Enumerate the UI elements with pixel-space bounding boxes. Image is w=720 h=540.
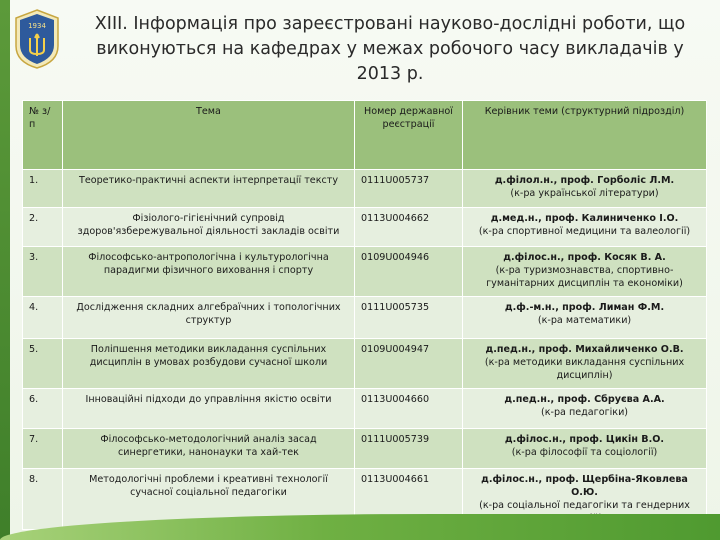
row-number: 5. [23,339,63,389]
row-number: 7. [23,429,63,469]
row-topic: Дослідження складних алгебраїчних і топологічних структур [63,297,355,339]
row-supervisor [463,208,707,247]
table-row [23,339,707,389]
row-registration: 0109U004947 [355,339,463,389]
row-supervisor [463,429,707,469]
supervisor-department: (к-ра спортивної медицини та валеології) [478,226,691,237]
row-topic: Філософсько-методологічний аналіз засад синергетики, нанонауки та хай-тек [63,429,355,469]
table-row [23,429,707,469]
header-supervisor: Керівник теми (структурний підрозділ) [463,101,707,170]
supervisor-department: (к-ра методики викладання суспільних дисциплін) [484,357,685,381]
row-number: 3. [23,247,63,297]
header-number: № з/п [23,101,63,170]
supervisor-department: (к-ра математики) [537,315,632,326]
supervisor-name: д.пед.н., проф. Михайличенко О.В. [485,344,684,355]
row-number: 4. [23,297,63,339]
row-number: 8. [23,469,63,530]
supervisor-department: (к-ра педагогіки) [540,407,629,418]
row-supervisor [463,339,707,389]
logo-year: 1934 [28,22,46,30]
page-title: XIII. Інформація про зареєстровані науково-дослідні роботи, що виконуються на кафедрах у межах робочого часу викладачів у 2013 р. [94,14,686,84]
row-registration: 0113U004662 [355,208,463,247]
row-registration: 0113U004660 [355,389,463,429]
row-registration: 0109U004946 [355,247,463,297]
supervisor-name: д.пед.н., проф. Сбруєва А.А. [504,394,665,405]
row-topic: Теоретико-практичні аспекти інтерпретації тексту [63,170,355,208]
row-supervisor [463,389,707,429]
supervisor-name: д.філос.н., проф. Косяк В. А. [503,252,666,263]
row-supervisor [463,247,707,297]
research-table [22,100,707,530]
supervisor-name: д.ф.-м.н., проф. Лиман Ф.М. [504,302,665,313]
row-number: 1. [23,170,63,208]
supervisor-name: д.мед.н., проф. Калиниченко І.О. [490,213,679,224]
table-header-row [23,101,707,170]
row-topic: Інноваційні підходи до управління якістю освіти [63,389,355,429]
row-topic: Фізіолого-гігієнічний супровід здоров'язбережувальної діяльності закладів освіти [63,208,355,247]
supervisor-name: д.філол.н., проф. Горболіс Л.М. [494,175,675,186]
row-supervisor [463,170,707,208]
research-table-container [22,100,706,530]
header-registration: Номер державної реєстрації [355,101,463,170]
row-registration: 0111U005739 [355,429,463,469]
supervisor-department: (к-ра філософії та соціології) [511,447,658,458]
supervisor-department: (к-ра української літератури) [510,188,659,199]
university-logo [14,8,60,70]
row-topic: Методологічні проблеми і креативні технології сучасної соціальної педагогіки [63,469,355,530]
supervisor-name: д.філос.н., проф. Цикін В.О. [504,434,665,445]
table-row [23,247,707,297]
row-supervisor [463,297,707,339]
row-registration: 0111U005735 [355,297,463,339]
left-stripe [0,0,10,540]
supervisor-department: (к-ра туризмознавства, спортивно-гуманітарних дисциплін та економіки) [486,265,683,289]
row-topic: Філософсько-антропологічна і культурологічна парадигми фізичного виховання і спорту [63,247,355,297]
row-registration: 0111U005737 [355,170,463,208]
table-row [23,297,707,339]
row-registration: 0113U004661 [355,469,463,530]
supervisor-department: (к-ра соціальної педагогіки та гендерних [479,500,690,511]
row-topic: Поліпшення методики викладання суспільних дисциплін в умовах розбудови сучасної школи [63,339,355,389]
table-row [23,170,707,208]
row-number: 2. [23,208,63,247]
table-row [23,208,707,247]
row-number: 6. [23,389,63,429]
supervisor-name: д.філос.н., проф. Щербіна-Яковлева О.Ю. [481,474,688,498]
table-row [23,389,707,429]
header-topic: Тема [63,101,355,170]
